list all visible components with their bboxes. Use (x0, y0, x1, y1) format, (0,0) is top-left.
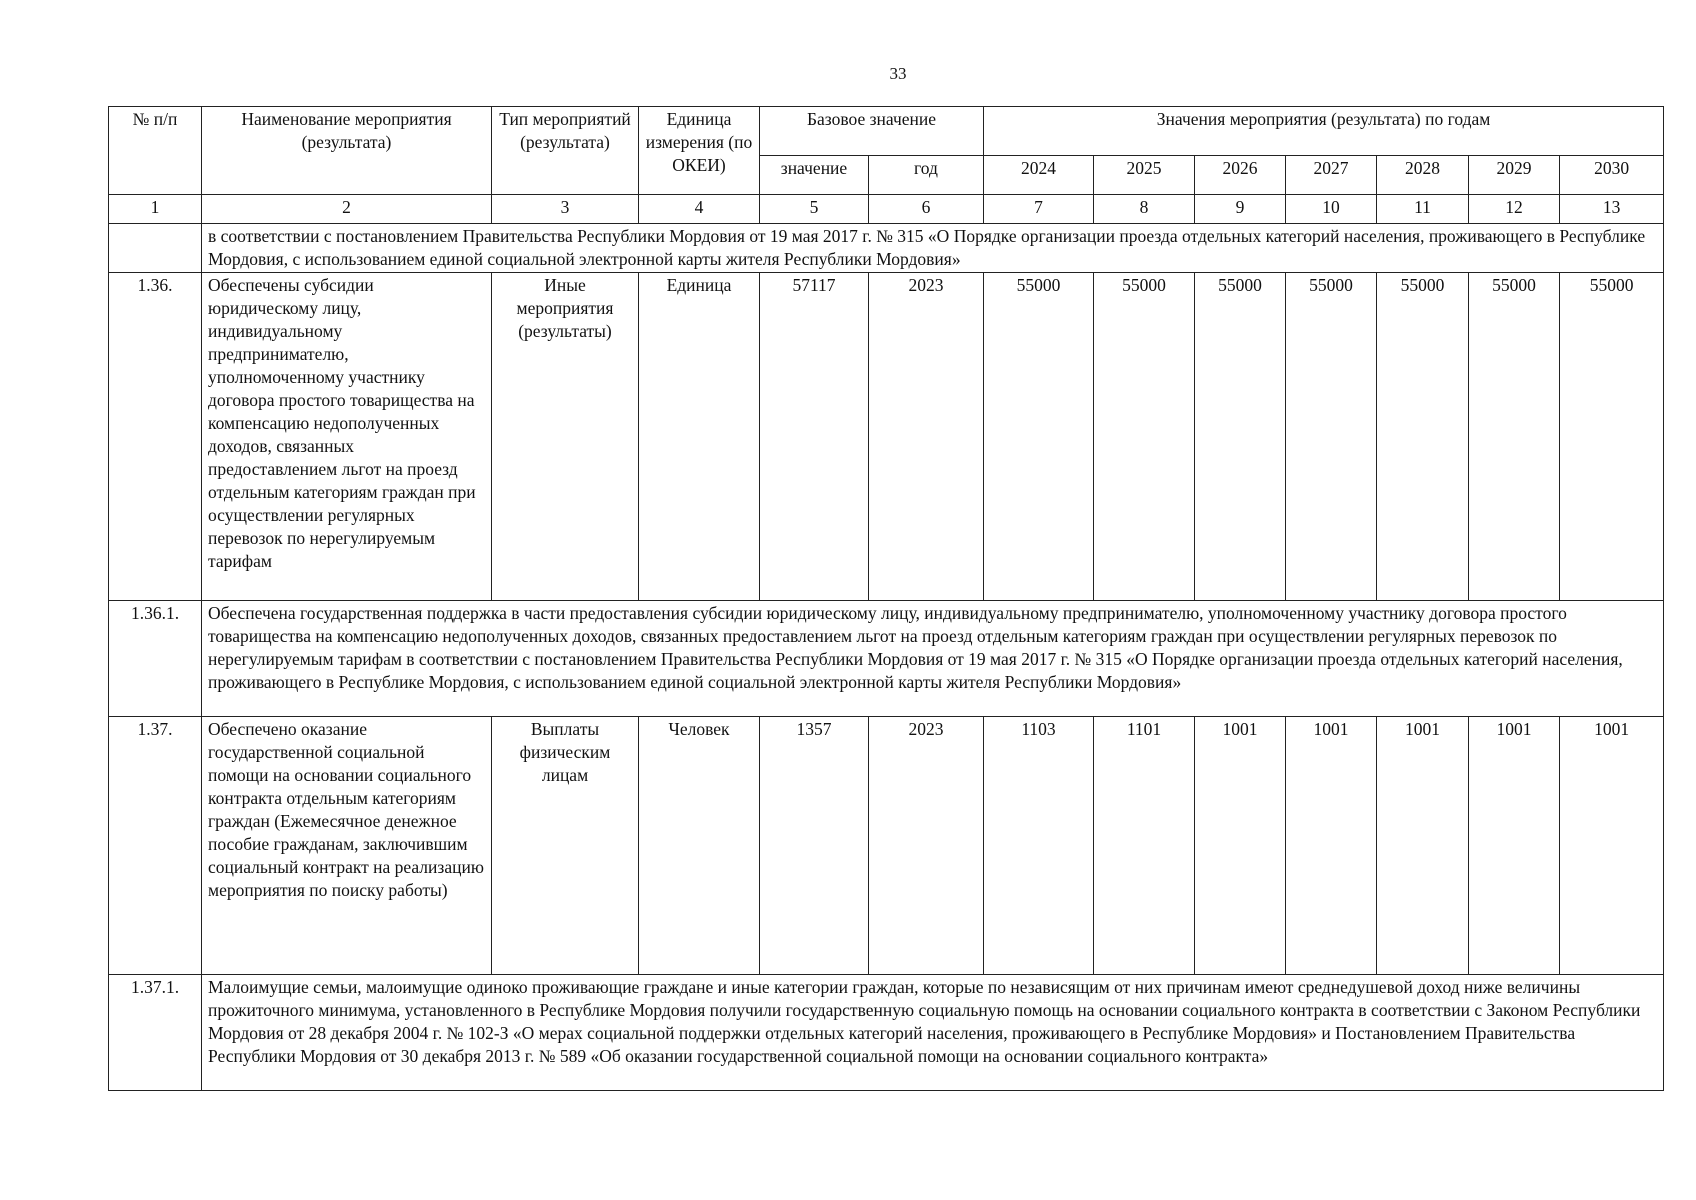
table-row (109, 601, 1664, 717)
header-num: № п/п (109, 107, 202, 195)
row-num-empty (109, 224, 202, 273)
row-year-value: 1103 (984, 717, 1094, 975)
row-note-text: в соответствии с постановлением Правительства Республики Мордовия от 19 мая 2017 г. № 315 «О Порядке организации проезда отдельных категорий населения, проживающего в Республике Мордовия, с использованием единой социальной электронной карты жителя Республики Мордовия» (202, 224, 1664, 273)
column-number: 8 (1094, 195, 1195, 224)
header-row (109, 107, 1664, 156)
table-row (109, 224, 1664, 273)
row-year-value: 1001 (1286, 717, 1377, 975)
row-num: 1.37.1. (109, 975, 202, 1091)
column-number: 2 (202, 195, 492, 224)
table-row (109, 975, 1664, 1091)
row-year-value: 1001 (1195, 717, 1286, 975)
row-num: 1.36. (109, 273, 202, 601)
row-year-value: 55000 (1286, 273, 1377, 601)
header-base-year: год (869, 156, 984, 195)
column-number: 7 (984, 195, 1094, 224)
row-year-value: 55000 (1094, 273, 1195, 601)
row-year-value: 55000 (1195, 273, 1286, 601)
table-row (109, 273, 1664, 601)
row-type: Выплаты физическим лицам (492, 717, 639, 975)
row-base-year: 2023 (869, 273, 984, 601)
header-year: 2029 (1469, 156, 1560, 195)
column-numbers-row (109, 195, 1664, 224)
header-year: 2025 (1094, 156, 1195, 195)
header-year: 2026 (1195, 156, 1286, 195)
column-number: 4 (639, 195, 760, 224)
row-year-value: 1001 (1377, 717, 1469, 975)
column-number: 12 (1469, 195, 1560, 224)
results-table (108, 106, 1664, 1091)
row-year-value: 55000 (984, 273, 1094, 601)
row-year-value: 55000 (1469, 273, 1560, 601)
row-num: 1.37. (109, 717, 202, 975)
row-num: 1.36.1. (109, 601, 202, 717)
row-unit: Человек (639, 717, 760, 975)
column-number: 10 (1286, 195, 1377, 224)
header-base-value: значение (760, 156, 869, 195)
header-year: 2024 (984, 156, 1094, 195)
column-number: 11 (1377, 195, 1469, 224)
page-number: 33 (889, 64, 907, 83)
row-description: Обеспечена государственная поддержка в части предоставления субсидии юридическому лицу, индивидуальному предпринимателю, уполномоченному участнику договора простого товарищества на компенсацию недополученных доходов, связанных предоставлением льгот на проезд отдельным категориям граждан при осуществлении регулярных перевозок по нерегулируемым тарифам в соответствии с постановлением Правительства Республики Мордовия от 19 мая 2017 г. № 315 «О Порядке организации проезда отдельных категорий населения, проживающего в Республике Мордовия, с использованием единой социальной электронной карты жителя Республики Мордовия» (202, 601, 1664, 717)
column-number: 3 (492, 195, 639, 224)
row-unit: Единица (639, 273, 760, 601)
header-year: 2027 (1286, 156, 1377, 195)
table-row (109, 717, 1664, 975)
header-years-group: Значения мероприятия (результата) по годам (984, 107, 1664, 156)
column-number: 5 (760, 195, 869, 224)
row-name: Обеспечены субсидии юридическому лицу, индивидуальному предпринимателю, уполномоченному участнику договора простого товарищества на компенсацию недополученных доходов, связанных предоставлением льгот на проезд отдельным категориям граждан при осуществлении регулярных перевозок по нерегулируемым тарифам (202, 273, 492, 601)
row-year-value: 55000 (1560, 273, 1664, 601)
header-year: 2028 (1377, 156, 1469, 195)
column-number: 6 (869, 195, 984, 224)
row-year-value: 1001 (1469, 717, 1560, 975)
header-name: Наименование мероприятия (результата) (202, 107, 492, 195)
column-number: 9 (1195, 195, 1286, 224)
header-year: 2030 (1560, 156, 1664, 195)
header-unit: Единица измерения (по ОКЕИ) (639, 107, 760, 195)
row-year-value: 55000 (1377, 273, 1469, 601)
column-number: 13 (1560, 195, 1664, 224)
header-type: Тип мероприятий (результата) (492, 107, 639, 195)
row-name: Обеспечено оказание государственной социальной помощи на основании социального контракта отдельным категориям граждан (Ежемесячное денежное пособие гражданам, заключившим социальный контракт на реализацию мероприятия по поиску работы) (202, 717, 492, 975)
row-year-value: 1001 (1560, 717, 1664, 975)
row-type: Иные мероприятия (результаты) (492, 273, 639, 601)
column-number: 1 (109, 195, 202, 224)
row-description: Малоимущие семьи, малоимущие одиноко проживающие граждане и иные категории граждан, которые по независящим от них причинам имеют среднедушевой доход ниже величины прожиточного минимума, установленного в Республике Мордовия получили государственную социальную помощь на основании социального контракта в соответствии с Законом Республики Мордовия от 28 декабря 2004 г. № 102-З «О мерах социальной поддержки отдельных категорий населения, проживающего в Республике Мордовия» и Постановлением Правительства Республики Мордовия от 30 декабря 2013 г. № 589 «Об оказании государственной социальной помощи на основании социального контракта» (202, 975, 1664, 1091)
row-base-year: 2023 (869, 717, 984, 975)
header-base: Базовое значение (760, 107, 984, 156)
row-base-value: 57117 (760, 273, 869, 601)
row-year-value: 1101 (1094, 717, 1195, 975)
row-base-value: 1357 (760, 717, 869, 975)
